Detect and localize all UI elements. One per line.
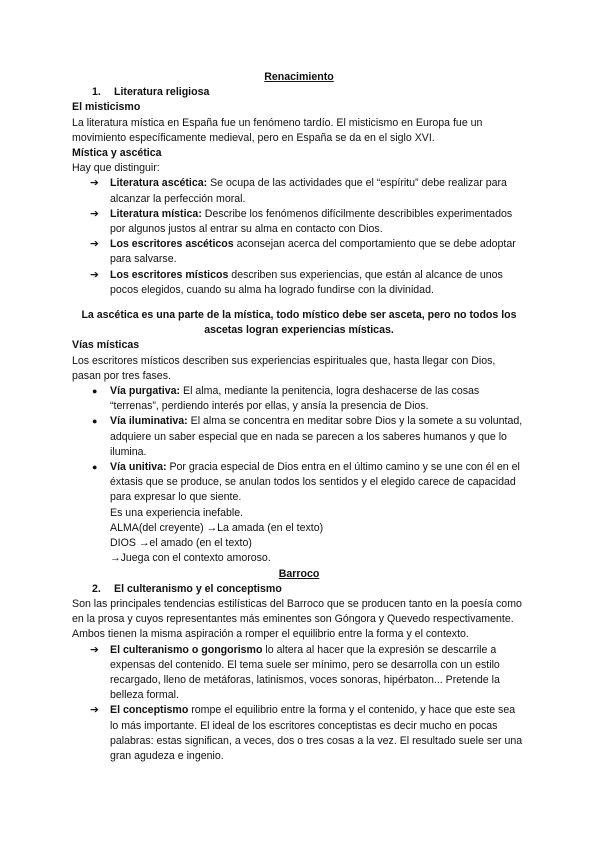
section-2-heading: 2. El culteranismo y el conceptismo xyxy=(92,582,282,595)
vias-intro: Los escritores místicos describen sus experiencias espirituales que, hasta llegar con Dios, pasan por tres fases. xyxy=(72,354,496,382)
vias-list xyxy=(72,384,526,506)
list-item: ➔ Los escritores ascéticos aconsejan acerca del comportamiento que se debe adoptar para salvarse. xyxy=(90,238,516,266)
arrow-icon: ➔ xyxy=(90,238,99,251)
bullet-icon: ● xyxy=(92,462,98,473)
misticismo-title: El misticismo xyxy=(72,101,141,114)
section-1-heading: 1. Literatura religiosa xyxy=(92,86,210,99)
list-item: ➔ Los escritores místicos describen sus experiencias, que están al alcance de unos pocos elegidos, cuando su alma ha logrado fundirse con la divinidad. xyxy=(90,268,503,296)
list-item: ➔ Literatura ascética: Se ocupa de las actividades que el “espíritu” debe realizar para alcanzar la perfección moral. xyxy=(90,177,507,205)
list-item: ● Vía iluminativa: El alma se concentra en meditar sobre Dios y la somete a su voluntad, adquiere un saber especial que en nada se parecen a los saberes humanos y que lo ilumina. xyxy=(92,415,523,458)
bullet-icon: ● xyxy=(92,386,98,397)
vias-extra-line: ALMA(del creyente) →La amada (en el texto) xyxy=(110,521,324,534)
barroco-paragraph-2: Ambos tienen la misma aspiración a romper el equilibrio entre la forma y el contexto. xyxy=(72,628,469,641)
barroco-paragraph-1: Son las principales tendencias estilísticas del Barroco que se producen tanto en la poesía como en la prosa y cuyos representantes más eminentes son Góngora y Quevedo respectivamente. xyxy=(72,597,522,626)
misticismo-text: La literatura mística en España fue un fenómeno tardío. El misticismo en Europa fue un movimiento específicamente medieval, pero en España se da en el siglo XVI. xyxy=(72,116,483,144)
arrow-icon: ➔ xyxy=(90,643,99,656)
list-item: ● Vía unitiva: Por gracia especial de Dios entra en el último camino y se une con él en el éxtasis que se produce, se anulan todos los sentidos y el elegido carece de capacidad para expresar lo que siente. xyxy=(92,461,520,504)
mistica-ascetica-title: Mística y ascética xyxy=(72,147,162,160)
vias-extra-line: DIOS →el amado (en el texto) xyxy=(110,537,252,550)
list-item: ➔ Literatura mística: Describe los fenómenos difícilmente describibles experimentados por algunos justos al entrar su alma en contacto con Dios. xyxy=(90,207,513,236)
list-item: ➔ El culteranismo o gongorismo lo altera al hacer que la expresión se descarrile a expensas del contenido. El tema suele ser mínimo, pero se desarrolla con un estilo recargado, lleno de metáforas, latinismos, voces sonoras, hipérbaton... Pretende la belleza formal. xyxy=(90,643,500,702)
list-item: ➔ El conceptismo rompe el equilibrio entre la forma y el contenido, y hace que este sea lo más importante. El ideal de los escritores conceptistas es decir mucho en pocas palabras: estas significan, a veces, dos o tres cosas a la vez. El resultado suele ser una gran agudeza e ingenio. xyxy=(90,704,523,762)
thesis-statement: La ascética es una parte de la mística, todo místico debe ser asceta, pero no todos los ascetas logran experiencias místicas. xyxy=(81,309,517,337)
heading-renacimiento: Renacimiento xyxy=(264,71,334,83)
arrow-icon: ➔ xyxy=(90,207,99,220)
vias-extra-line: Es una experiencia inefable. xyxy=(110,506,244,519)
mistica-ascetica-intro: Hay que distinguir: xyxy=(72,162,160,175)
vias-extra-line: →Juega con el contexto amoroso. xyxy=(110,552,271,565)
list-item: ● Vía purgativa: El alma, mediante la penitencia, logra deshacerse de las cosas “terrenas”, perdiendo interés por ellas, y ansía la presencia de Dios. xyxy=(92,385,480,413)
document-page xyxy=(72,70,526,764)
vias-title: Vías místicas xyxy=(72,339,140,352)
heading-barroco: Barroco xyxy=(278,567,320,580)
ascetica-list xyxy=(72,176,526,298)
arrow-icon: ➔ xyxy=(90,177,99,190)
arrow-icon: ➔ xyxy=(90,268,99,281)
arrow-icon: ➔ xyxy=(90,704,99,717)
bullet-icon: ● xyxy=(92,416,98,427)
barroco-list xyxy=(72,643,526,765)
